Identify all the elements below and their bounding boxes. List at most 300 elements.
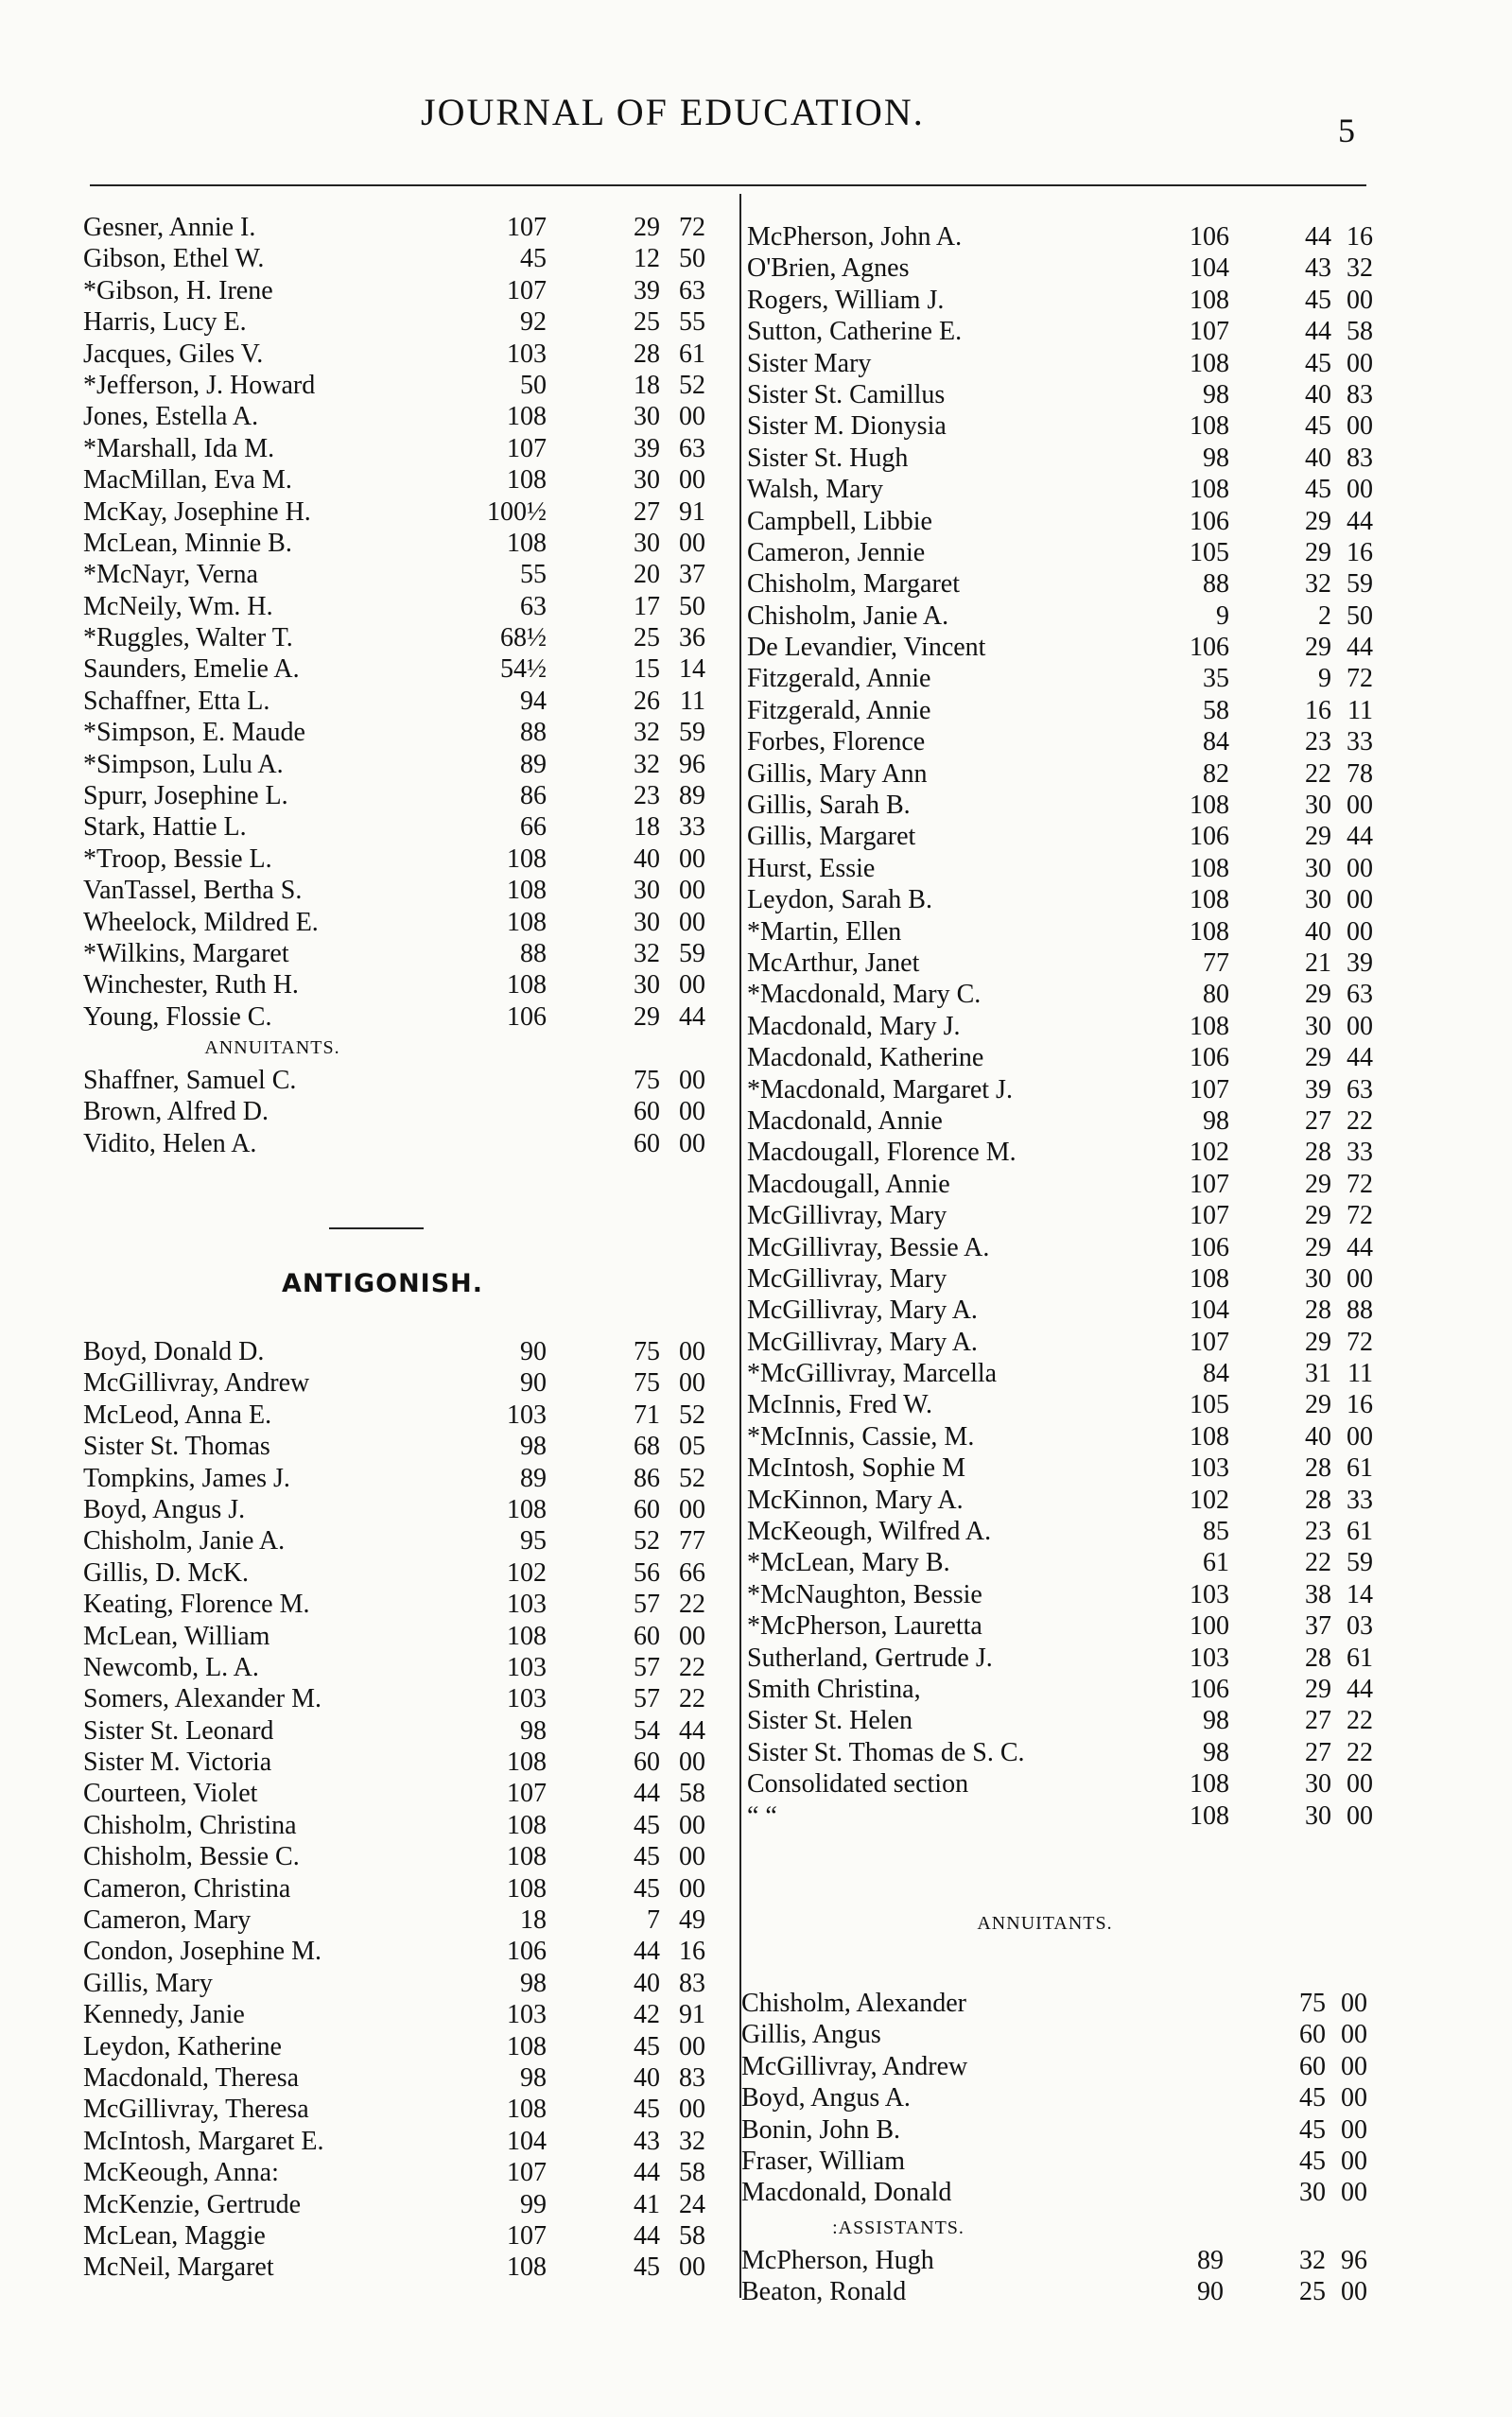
days-value: 82 (1203, 758, 1229, 789)
page-header (0, 90, 1512, 147)
list-item (83, 622, 726, 653)
amount-dollars: 44 (634, 1937, 660, 1967)
list-item (83, 370, 726, 401)
amount-dollars: 30 (634, 876, 660, 906)
amount-cents: 72 (1347, 664, 1373, 694)
amount-cents: 83 (679, 1968, 705, 1998)
teacher-name: Macdonald, Annie (747, 1105, 943, 1136)
teacher-name: Cameron, Mary (83, 1905, 252, 1936)
amount-dollars: 43 (1305, 253, 1331, 284)
days-value: 98 (520, 1968, 547, 1998)
amount-cents: 00 (1347, 285, 1373, 315)
list-item (83, 811, 726, 843)
teacher-name: Gillis, Mary Ann (747, 758, 928, 789)
amount-dollars: 29 (1305, 1674, 1331, 1704)
amount-cents: 63 (1347, 1074, 1373, 1104)
list-item (83, 496, 726, 528)
days-value: 106 (1190, 633, 1229, 663)
header-rule (90, 184, 1366, 186)
amount-dollars: 27 (634, 496, 660, 527)
list-item (83, 401, 726, 432)
teacher-name: McArthur, Janet (747, 948, 920, 978)
amount-dollars: 45 (1305, 411, 1331, 442)
teacher-name: Macdonald, Katherine (747, 1043, 984, 1073)
list-item (83, 464, 726, 496)
days-value: 108 (1190, 411, 1229, 442)
days-value: 88 (520, 718, 547, 748)
amount-dollars: 71 (634, 1400, 660, 1430)
teacher-name: Gillis, D. McK. (83, 1557, 249, 1588)
teacher-name: Chisholm, Bessie C. (83, 1842, 300, 1872)
days-value: 98 (520, 1432, 547, 1462)
list-item (747, 853, 1390, 884)
amount-dollars: 39 (1305, 1074, 1331, 1104)
amount-dollars: 30 (1305, 1769, 1331, 1800)
amount-cents: 00 (679, 843, 705, 874)
amount-dollars: 12 (634, 244, 660, 274)
amount-cents: 00 (679, 465, 705, 496)
amount-dollars: 45 (1305, 285, 1331, 315)
list-item (83, 528, 726, 559)
list-item (747, 316, 1390, 347)
days-value: 107 (1190, 1074, 1229, 1104)
list-item (83, 2094, 726, 2125)
amount-cents: 24 (679, 2189, 705, 2219)
teacher-name: McGillivray, Mary A. (747, 1295, 978, 1326)
amount-dollars: 32 (634, 749, 660, 779)
days-value: 106 (1190, 1674, 1229, 1704)
amount-dollars: 86 (634, 1463, 660, 1493)
teacher-name: Hurst, Essie (747, 853, 876, 883)
antigonish-list (83, 1336, 726, 2284)
days-value: 106 (1190, 822, 1229, 852)
days-value: 108 (507, 1748, 547, 1778)
amount-dollars: 29 (1305, 1327, 1331, 1357)
teacher-name: McLean, Maggie (83, 2220, 266, 2251)
days-value: 107 (507, 2220, 547, 2251)
amount-dollars: 16 (1305, 695, 1331, 725)
days-value: 108 (1190, 791, 1229, 821)
amount-dollars: 29 (1305, 633, 1331, 663)
days-value: 104 (1190, 1295, 1229, 1326)
list-item (741, 2276, 1384, 2307)
teacher-name: Leydon, Katherine (83, 2031, 282, 2061)
list-item (747, 790, 1390, 821)
amount-dollars: 60 (1299, 2051, 1326, 2081)
days-value: 90 (1197, 2277, 1224, 2307)
amount-cents: 63 (679, 433, 705, 463)
teacher-name: McGillivray, Mary (747, 1201, 947, 1231)
teacher-name: Forbes, Florence (747, 727, 926, 757)
days-value: 89 (520, 1463, 547, 1493)
amount-cents: 22 (679, 1684, 705, 1714)
amount-cents: 11 (680, 686, 705, 716)
list-item (83, 1621, 726, 1652)
amount-dollars: 40 (1305, 916, 1331, 947)
amount-dollars: 25 (634, 307, 660, 338)
days-value: 108 (507, 876, 547, 906)
amount-dollars: 30 (634, 970, 660, 1000)
amount-dollars: 29 (1305, 1043, 1331, 1073)
days-value: 54½ (500, 654, 547, 685)
teacher-name: McKinnon, Mary A. (747, 1485, 964, 1515)
amount-cents: 00 (1347, 791, 1373, 821)
amount-dollars: 23 (1305, 1517, 1331, 1547)
amount-cents: 50 (1347, 600, 1373, 631)
teacher-name: Macdonald, Theresa (83, 2062, 300, 2093)
teacher-name: *Troop, Bessie L. (83, 843, 272, 874)
teacher-name: *Wilkins, Margaret (83, 938, 289, 968)
teacher-name: Sister St. Hugh (747, 443, 909, 473)
teacher-name: Condon, Josephine M. (83, 1937, 322, 1967)
teacher-name: McLean, William (83, 1621, 270, 1651)
amount-cents: 61 (1347, 1643, 1373, 1673)
teacher-name: McLean, Minnie B. (83, 528, 292, 558)
days-value: 92 (520, 307, 547, 338)
amount-dollars: 57 (634, 1652, 660, 1682)
amount-dollars: 30 (634, 465, 660, 496)
amount-cents: 00 (1341, 2146, 1367, 2176)
days-value: 104 (507, 2126, 547, 2156)
amount-dollars: 44 (1305, 222, 1331, 252)
amount-cents: 05 (679, 1432, 705, 1462)
days-value: 103 (507, 1652, 547, 1682)
list-item (741, 2019, 1384, 2050)
amount-cents: 44 (1347, 506, 1373, 536)
teacher-name: Macdonald, Donald (741, 2178, 952, 2208)
teacher-name: Beaton, Ronald (741, 2277, 907, 2307)
amount-dollars: 27 (1305, 1706, 1331, 1736)
teacher-name: Sister St. Thomas (83, 1432, 270, 1462)
amount-cents: 00 (1347, 475, 1373, 505)
amount-cents: 00 (679, 1128, 705, 1158)
teacher-name: *McGillivray, Marcella (747, 1359, 998, 1389)
teacher-name: Sister St. Thomas de S. C. (747, 1737, 1025, 1767)
amount-dollars: 29 (634, 213, 660, 242)
list-item (83, 1431, 726, 1462)
list-item (747, 1800, 1390, 1832)
amount-cents: 33 (1347, 727, 1373, 757)
teacher-name: *Simpson, Lulu A. (83, 749, 284, 779)
list-item (83, 907, 726, 938)
amount-dollars: 29 (1305, 1201, 1331, 1231)
list-item (741, 2146, 1384, 2177)
amount-cents: 00 (679, 2095, 705, 2125)
amount-dollars: 18 (634, 812, 660, 843)
days-value: 98 (1203, 379, 1229, 409)
amount-dollars: 22 (1305, 758, 1331, 789)
amount-dollars: 32 (634, 938, 660, 968)
list-item (747, 979, 1390, 1010)
amount-dollars: 31 (1305, 1359, 1331, 1389)
amount-dollars: 52 (634, 1526, 660, 1556)
teacher-name: Campbell, Libbie (747, 506, 932, 536)
amount-dollars: 26 (634, 686, 660, 716)
amount-dollars: 39 (634, 433, 660, 463)
page-number: 5 (1338, 112, 1355, 149)
amount-cents: 00 (679, 876, 705, 906)
teacher-name: Gillis, Angus (741, 2020, 881, 2050)
amount-cents: 58 (679, 1779, 705, 1809)
days-value: 61 (1203, 1548, 1229, 1578)
right-annuitants-heading: ANNUITANTS. (977, 1913, 1113, 1934)
list-item (747, 1011, 1390, 1042)
left-annuitants-heading-wrap (83, 1033, 461, 1064)
list-item (747, 1737, 1390, 1768)
list-item (747, 695, 1390, 726)
amount-cents: 14 (679, 654, 705, 685)
list-item (83, 1001, 726, 1033)
teacher-name: Walsh, Mary (747, 475, 883, 505)
amount-dollars: 29 (1305, 1390, 1331, 1420)
teacher-name: Boyd, Donald D. (83, 1337, 265, 1366)
list-item (747, 1516, 1390, 1547)
list-item (83, 339, 726, 370)
right-annuitants-heading-wrap (889, 1908, 1201, 1939)
section-divider (329, 1227, 424, 1229)
teacher-name: Chisholm, Janie A. (747, 600, 949, 631)
amount-cents: 03 (1347, 1611, 1373, 1642)
amount-dollars: 28 (1305, 1643, 1331, 1673)
amount-cents: 00 (1341, 2277, 1367, 2307)
right-annuitants-list (741, 1988, 1384, 2209)
teacher-name: *McInnis, Cassie, M. (747, 1421, 975, 1452)
teacher-name: Sister St. Camillus (747, 379, 946, 409)
amount-cents: 00 (679, 907, 705, 937)
days-value: 107 (507, 213, 547, 242)
days-value: 98 (1203, 1737, 1229, 1767)
days-value: 106 (1190, 506, 1229, 536)
days-value: 103 (507, 1400, 547, 1430)
amount-dollars: 75 (634, 1368, 660, 1399)
amount-cents: 44 (1347, 633, 1373, 663)
right-assistants-list (741, 2245, 1384, 2308)
teacher-name: Gibson, Ethel W. (83, 244, 265, 274)
teacher-name: Chisholm, Janie A. (83, 1526, 286, 1556)
list-item (83, 1494, 726, 1525)
list-item (741, 1988, 1384, 2019)
amount-cents: 00 (1347, 853, 1373, 883)
amount-dollars: 18 (634, 370, 660, 400)
days-value: 105 (1190, 1390, 1229, 1420)
amount-cents: 00 (1347, 1800, 1373, 1831)
amount-dollars: 30 (1305, 885, 1331, 915)
amount-cents: 00 (679, 1066, 705, 1095)
days-value: 103 (507, 339, 547, 369)
teacher-name: McKeough, Anna: (83, 2158, 279, 2188)
amount-dollars: 60 (634, 1494, 660, 1524)
teacher-name: *Martin, Ellen (747, 916, 902, 947)
teacher-name: Chisholm, Christina (83, 1810, 297, 1840)
teacher-name: Rogers, William J. (747, 285, 945, 315)
journal-title: JOURNAL OF EDUCATION. (421, 91, 925, 133)
amount-dollars: 28 (1305, 1295, 1331, 1326)
amount-dollars: 29 (634, 1001, 660, 1032)
days-value: 108 (507, 2031, 547, 2061)
teacher-name: Saunders, Emelie A. (83, 654, 300, 685)
amount-cents: 72 (1347, 1327, 1373, 1357)
amount-cents: 55 (679, 307, 705, 338)
list-item (747, 1074, 1390, 1105)
days-value: 108 (507, 1810, 547, 1840)
days-value: 108 (507, 2095, 547, 2125)
list-item (741, 2082, 1384, 2113)
list-item (83, 1589, 726, 1620)
amount-cents: 44 (1347, 1232, 1373, 1262)
days-value: 108 (507, 528, 547, 558)
days-value: 108 (1190, 1263, 1229, 1294)
amount-dollars: 29 (1305, 506, 1331, 536)
days-value: 86 (520, 781, 547, 811)
amount-cents: 63 (1347, 980, 1373, 1010)
left-annuitants-heading: ANNUITANTS. (204, 1037, 340, 1058)
teacher-name: Macdougall, Florence M. (747, 1138, 1017, 1168)
teacher-name: McGillivray, Bessie A. (747, 1232, 990, 1262)
amount-dollars: 56 (634, 1557, 660, 1588)
teacher-name: Sutherland, Gertrude J. (747, 1643, 993, 1673)
days-value: 103 (507, 2000, 547, 2030)
days-value: 106 (1190, 1232, 1229, 1262)
list-item (747, 1263, 1390, 1295)
days-value: 98 (520, 1715, 547, 1746)
days-value: 50 (520, 370, 547, 400)
days-value: 108 (507, 1842, 547, 1872)
days-value: 89 (1197, 2246, 1224, 2275)
teacher-name: Spurr, Josephine L. (83, 781, 288, 811)
list-item (83, 212, 726, 243)
amount-cents: 22 (679, 1652, 705, 1682)
list-item (747, 758, 1390, 790)
list-item (747, 600, 1390, 632)
list-item (83, 2220, 726, 2252)
days-value: 108 (1190, 1011, 1229, 1041)
amount-cents: 59 (1347, 569, 1373, 600)
amount-cents: 88 (1347, 1295, 1373, 1326)
list-item (747, 568, 1390, 600)
days-value: 108 (1190, 285, 1229, 315)
amount-cents: 00 (679, 2252, 705, 2283)
days-value: 55 (520, 560, 547, 590)
teacher-name: Fitzgerald, Annie (747, 695, 931, 725)
days-value: 102 (507, 1557, 547, 1588)
amount-dollars: 45 (634, 2095, 660, 2125)
amount-cents: 72 (1347, 1169, 1373, 1199)
teacher-name: Somers, Alexander M. (83, 1684, 322, 1714)
teacher-name: Consolidated section (747, 1769, 969, 1800)
days-value: 106 (507, 1937, 547, 1967)
list-item (83, 1747, 726, 1778)
amount-dollars: 21 (1305, 948, 1331, 978)
list-item (83, 875, 726, 906)
amount-dollars: 25 (634, 623, 660, 653)
amount-dollars: 45 (1299, 2114, 1326, 2145)
days-value: 99 (520, 2189, 547, 2219)
amount-cents: 32 (1347, 253, 1373, 284)
amount-cents: 22 (1347, 1105, 1373, 1136)
amount-dollars: 44 (634, 1779, 660, 1809)
list-item (747, 1705, 1390, 1736)
amount-dollars: 45 (634, 1873, 660, 1904)
amount-dollars: 30 (634, 907, 660, 937)
teacher-name: Keating, Florence M. (83, 1590, 310, 1620)
teacher-name: Boyd, Angus A. (741, 2083, 911, 2113)
teacher-name: McKenzie, Gertrude (83, 2189, 302, 2219)
amount-dollars: 39 (634, 275, 660, 305)
days-value: 18 (520, 1905, 547, 1936)
list-item (83, 1065, 726, 1096)
amount-dollars: 60 (634, 1621, 660, 1651)
amount-cents: 22 (1347, 1737, 1373, 1767)
list-item (83, 1873, 726, 1904)
list-item (747, 252, 1390, 284)
list-item (83, 1367, 726, 1399)
amount-dollars: 44 (1305, 317, 1331, 347)
amount-dollars: 29 (1305, 980, 1331, 1010)
days-value: 103 (507, 1590, 547, 1620)
days-value: 63 (520, 591, 547, 621)
days-value: 102 (1190, 1138, 1229, 1168)
teacher-name: MacMillan, Eva M. (83, 465, 292, 496)
teacher-name: Young, Flossie C. (83, 1001, 272, 1032)
teacher-name: McLeod, Anna E. (83, 1400, 272, 1430)
list-item (83, 1968, 726, 1999)
list-item (83, 686, 726, 717)
days-value: 108 (1190, 916, 1229, 947)
list-item (747, 1358, 1390, 1389)
days-value: 108 (507, 843, 547, 874)
amount-cents: 58 (679, 2158, 705, 2188)
amount-cents: 39 (1347, 948, 1373, 978)
amount-cents: 00 (1347, 348, 1373, 378)
list-item (83, 1336, 726, 1367)
amount-dollars: 60 (1299, 2020, 1326, 2050)
amount-cents: 00 (679, 1368, 705, 1399)
list-item (83, 2031, 726, 2062)
list-item (83, 2252, 726, 2283)
teacher-name: Newcomb, L. A. (83, 1652, 259, 1682)
list-item (83, 1463, 726, 1494)
amount-cents: 72 (1347, 1201, 1373, 1231)
teacher-name: Sister M. Dionysia (747, 411, 947, 442)
list-item (83, 2062, 726, 2094)
amount-dollars: 23 (634, 781, 660, 811)
teacher-name: “ “ (747, 1800, 777, 1831)
teacher-name: Gesner, Annie I. (83, 213, 256, 242)
amount-cents: 00 (1347, 411, 1373, 442)
right-assistants-heading-wrap (756, 2213, 1040, 2244)
days-value: 108 (507, 907, 547, 937)
teacher-name: *Ruggles, Walter T. (83, 623, 293, 653)
list-item (747, 1579, 1390, 1610)
list-item (83, 275, 726, 306)
amount-cents: 00 (679, 1494, 705, 1524)
list-item (83, 306, 726, 338)
days-value: 108 (1190, 1769, 1229, 1800)
list-item (747, 1674, 1390, 1705)
teacher-name: McKeough, Wilfred A. (747, 1517, 992, 1547)
list-item (747, 285, 1390, 316)
days-value: 98 (520, 2062, 547, 2093)
amount-dollars: 45 (634, 2252, 660, 2283)
amount-dollars: 45 (634, 1842, 660, 1872)
teacher-name: Cameron, Christina (83, 1873, 291, 1904)
amount-dollars: 28 (1305, 1138, 1331, 1168)
list-item (83, 938, 726, 969)
list-item (83, 1936, 726, 1967)
teacher-name: *Marshall, Ida M. (83, 433, 275, 463)
teacher-name: McPherson, Hugh (741, 2246, 934, 2275)
amount-dollars: 57 (634, 1684, 660, 1714)
